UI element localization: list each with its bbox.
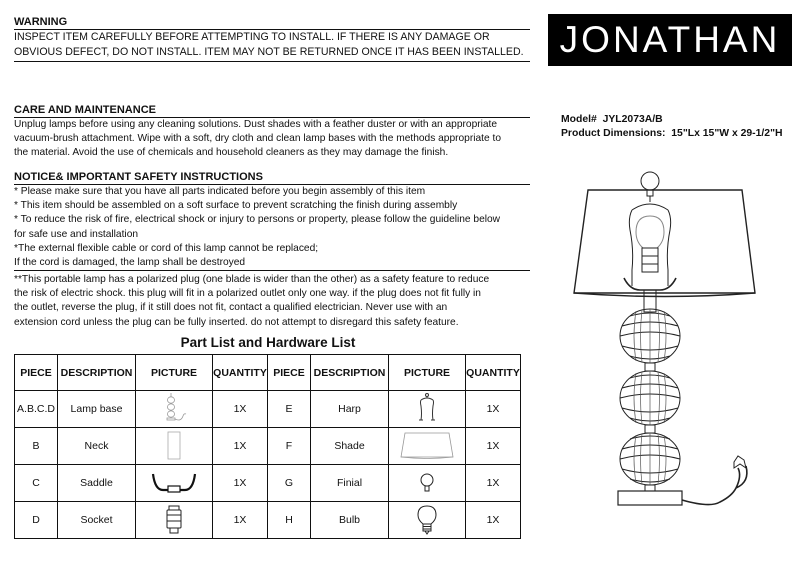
shade-drawing [574, 190, 755, 293]
piece-cell: C [15, 465, 58, 502]
header-quantity: QUANTITY [466, 355, 521, 391]
description-cell: Socket [58, 502, 136, 539]
picture-cell [389, 465, 466, 502]
picture-cell [136, 465, 213, 502]
picture-cell [389, 391, 466, 428]
lamp-base-drawing [618, 309, 682, 505]
divider [14, 270, 530, 271]
socket-drawing [642, 248, 658, 272]
description-cell: Saddle [58, 465, 136, 502]
piece-cell: H [268, 502, 311, 539]
header-piece: PIECE [268, 355, 311, 391]
picture-cell [136, 502, 213, 539]
finial-drawing [641, 172, 659, 190]
cord-drawing [682, 466, 747, 505]
quantity-cell: 1X [213, 502, 268, 539]
picture-cell [136, 391, 213, 428]
quantity-cell: 1X [466, 502, 521, 539]
picture-cell [136, 428, 213, 465]
description-cell: Shade [311, 428, 389, 465]
table-row [15, 391, 521, 428]
lamp-base-icon [157, 392, 191, 426]
safety-text: * Please make sure that you have all parts indicated before you begin assembly of this item * This item should be assembled on a soft surface to prevent scratching the finish during assembly * To reduce the risk of fire, electrical shock or injury to persons or property, please follow the guideline below for safe use and installation *The external flexible cable or cord of this lamp cannot be replaced; If the cord is damaged, the lamp shall be destroyed [14, 186, 501, 269]
header-description: DESCRIPTION [58, 355, 136, 391]
description-cell: Neck [58, 428, 136, 465]
quantity-cell: 1X [466, 391, 521, 428]
parts-table [14, 354, 521, 539]
safety-title: NOTICE& IMPORTANT SAFETY INSTRUCTIONS [14, 171, 263, 183]
header-picture: PICTURE [389, 355, 466, 391]
header-description: DESCRIPTION [311, 355, 389, 391]
warning-title: WARNING [14, 16, 68, 28]
brand-logo: JONATHAN Y [548, 14, 792, 66]
harp-icon [410, 392, 444, 426]
piece-cell: B [15, 428, 58, 465]
description-cell: Harp [311, 391, 389, 428]
header-picture: PICTURE [136, 355, 213, 391]
picture-cell [389, 502, 466, 539]
piece-cell: E [268, 391, 311, 428]
quantity-cell: 1X [466, 428, 521, 465]
description-cell: Bulb [311, 502, 389, 539]
table-row [15, 502, 521, 539]
header-quantity: QUANTITY [213, 355, 268, 391]
care-text: Unplug lamps before using any cleaning solutions. Dust shades with a feather duster or with an appropriate vacuum-brush attachment. Wipe with a soft, dry cloth and clean lamp bases with the methods appropriate to the material. Avoid the use of chemicals and household cleaners as they may damage the finish. [14, 119, 501, 159]
piece-cell: A.B.C.D [15, 391, 58, 428]
description-cell: Finial [311, 465, 389, 502]
plug-notice: **This portable lamp has a polarized plug (one blade is wider than the other) as a safety feature to reduce the risk of electric shock. this plug will fit in a polarized outlet only one way. if the plug does not fit fully in the outlet, reverse the plug, if it still does not fit, contact a qualified electrician. Never use with an extension cord unless the plug can be fully inserted. do not attempt to disregard this safety feature. [14, 274, 490, 328]
table-header-row [15, 355, 521, 391]
socket-icon [159, 503, 189, 537]
divider [14, 61, 530, 62]
table-row [15, 465, 521, 502]
warning-text: INSPECT ITEM CAREFULLY BEFORE ATTEMPTING TO INSTALL. IF THERE IS ANY DAMAGE OR OBVIOUS DEFECT, DO NOT INSTALL. ITEM MAY NOT BE RETURNED ONCE IT HAS BEEN INSTALLED. [14, 31, 524, 58]
quantity-cell: 1X [213, 465, 268, 502]
model-number: Model# JYL2073A/B [561, 114, 663, 125]
bulb-drawing [636, 216, 664, 248]
lamp-illustration [560, 166, 790, 526]
parts-title: Part List and Hardware List [180, 335, 356, 350]
piece-cell: F [268, 428, 311, 465]
piece-cell: G [268, 465, 311, 502]
picture-cell [389, 428, 466, 465]
bulb-icon [412, 503, 442, 537]
quantity-cell: 1X [213, 428, 268, 465]
header-piece: PIECE [15, 355, 58, 391]
quantity-cell: 1X [466, 465, 521, 502]
neck-icon [157, 429, 191, 463]
table-row [15, 428, 521, 465]
care-title: CARE AND MAINTENANCE [14, 104, 156, 116]
description-cell: Lamp base [58, 391, 136, 428]
quantity-cell: 1X [213, 391, 268, 428]
finial-icon [412, 468, 442, 498]
shade-icon [397, 429, 457, 463]
saddle-icon [149, 468, 199, 498]
piece-cell: D [15, 502, 58, 539]
product-dimensions: Product Dimensions: 15"Lx 15"W x 29-1/2"H [561, 128, 783, 139]
